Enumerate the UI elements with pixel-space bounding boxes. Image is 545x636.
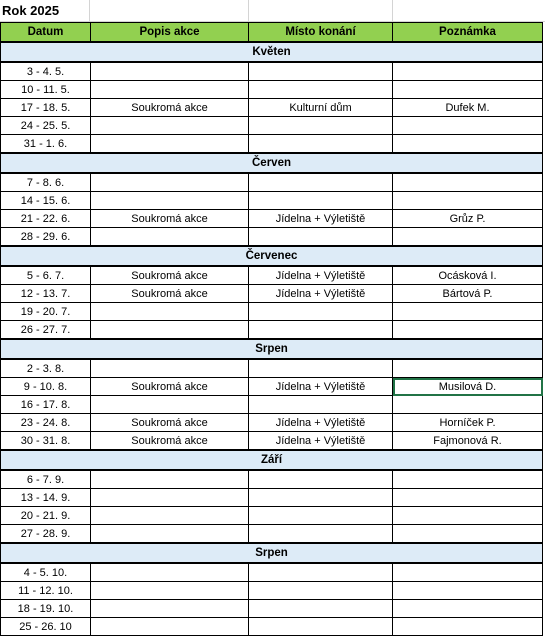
description-cell[interactable]: Soukromá akce [91, 378, 249, 396]
empty-title-cells[interactable] [90, 0, 545, 22]
place-cell[interactable] [249, 396, 393, 414]
place-cell[interactable] [249, 228, 393, 247]
note-cell[interactable] [393, 303, 543, 321]
note-cell[interactable] [393, 489, 543, 507]
note-cell[interactable] [393, 359, 543, 378]
header-note[interactable]: Poznámka [393, 23, 543, 43]
description-cell[interactable] [91, 173, 249, 192]
events-table [0, 22, 543, 636]
description-cell[interactable] [91, 396, 249, 414]
place-cell[interactable] [249, 470, 393, 489]
note-cell[interactable] [393, 507, 543, 525]
description-cell[interactable] [91, 81, 249, 99]
note-cell[interactable] [393, 321, 543, 340]
table-row [1, 396, 543, 414]
place-cell[interactable] [249, 81, 393, 99]
place-cell[interactable]: Jídelna + Výletiště [249, 285, 393, 303]
description-cell[interactable] [91, 489, 249, 507]
description-cell[interactable]: Soukromá akce [91, 99, 249, 117]
place-cell[interactable] [249, 525, 393, 544]
table-row [1, 135, 543, 154]
table-row [1, 117, 543, 135]
table-row [1, 321, 543, 340]
table-row [1, 81, 543, 99]
description-cell[interactable]: Soukromá akce [91, 432, 249, 451]
place-cell[interactable] [249, 303, 393, 321]
note-cell[interactable]: Dufek M. [393, 99, 543, 117]
description-cell[interactable] [91, 192, 249, 210]
description-cell[interactable]: Soukromá akce [91, 266, 249, 285]
table-row [1, 582, 543, 600]
note-cell[interactable] [393, 563, 543, 582]
date-cell[interactable]: 2 - 3. 8. [1, 359, 91, 378]
place-cell[interactable]: Jídelna + Výletiště [249, 432, 393, 451]
place-cell[interactable]: Jídelna + Výletiště [249, 378, 393, 396]
description-cell[interactable] [91, 525, 249, 544]
description-cell[interactable] [91, 618, 249, 636]
month-header-cell[interactable]: Červen [1, 153, 543, 173]
description-cell[interactable] [91, 321, 249, 340]
note-cell[interactable] [393, 81, 543, 99]
place-cell[interactable] [249, 359, 393, 378]
month-row [1, 339, 543, 359]
note-cell[interactable]: Ocásková I. [393, 266, 543, 285]
month-row [1, 246, 543, 266]
date-cell[interactable]: 13 - 14. 9. [1, 489, 91, 507]
description-cell[interactable]: Soukromá akce [91, 210, 249, 228]
date-cell[interactable]: 20 - 21. 9. [1, 507, 91, 525]
date-cell[interactable]: 16 - 17. 8. [1, 396, 91, 414]
month-header-cell[interactable]: Září [1, 450, 543, 470]
date-cell[interactable]: 12 - 13. 7. [1, 285, 91, 303]
title-row [0, 0, 545, 22]
place-cell[interactable] [249, 618, 393, 636]
date-cell[interactable]: 25 - 26. 10 [1, 618, 91, 636]
place-cell[interactable] [249, 62, 393, 81]
table-row [1, 266, 543, 285]
note-cell[interactable] [393, 470, 543, 489]
date-cell[interactable]: 5 - 6. 7. [1, 266, 91, 285]
description-cell[interactable] [91, 62, 249, 81]
place-cell[interactable] [249, 173, 393, 192]
place-cell[interactable] [249, 117, 393, 135]
place-cell[interactable] [249, 600, 393, 618]
description-cell[interactable] [91, 135, 249, 154]
description-cell[interactable] [91, 359, 249, 378]
description-cell[interactable] [91, 600, 249, 618]
note-cell[interactable]: Bártová P. [393, 285, 543, 303]
month-row [1, 543, 543, 563]
month-row [1, 450, 543, 470]
month-row [1, 153, 543, 173]
date-cell[interactable]: 24 - 25. 5. [1, 117, 91, 135]
date-cell[interactable]: 17 - 18. 5. [1, 99, 91, 117]
note-cell[interactable] [393, 192, 543, 210]
month-header-cell[interactable]: Srpen [1, 543, 543, 563]
description-cell[interactable] [91, 228, 249, 247]
table-row [1, 192, 543, 210]
note-cell[interactable] [393, 173, 543, 192]
gridline [392, 0, 393, 22]
header-description[interactable]: Popis akce [91, 23, 249, 43]
month-header-cell[interactable]: Květen [1, 42, 543, 62]
table-row [1, 600, 543, 618]
table-row [1, 303, 543, 321]
table-row [1, 285, 543, 303]
description-cell[interactable] [91, 303, 249, 321]
place-cell[interactable] [249, 321, 393, 340]
description-cell[interactable]: Soukromá akce [91, 414, 249, 432]
description-cell[interactable] [91, 507, 249, 525]
table-row [1, 507, 543, 525]
date-cell[interactable]: 18 - 19. 10. [1, 600, 91, 618]
description-cell[interactable] [91, 470, 249, 489]
date-cell[interactable]: 28 - 29. 6. [1, 228, 91, 247]
date-cell[interactable]: 10 - 11. 5. [1, 81, 91, 99]
table-row [1, 173, 543, 192]
place-cell[interactable]: Jídelna + Výletiště [249, 414, 393, 432]
place-cell[interactable]: Jídelna + Výletiště [249, 210, 393, 228]
date-cell[interactable]: 6 - 7. 9. [1, 470, 91, 489]
header-place[interactable]: Místo konání [249, 23, 393, 43]
header-date[interactable]: Datum [1, 23, 91, 43]
date-cell[interactable]: 4 - 5. 10. [1, 563, 91, 582]
table-row [1, 432, 543, 451]
note-cell[interactable]: Grůz P. [393, 210, 543, 228]
table-row [1, 378, 543, 396]
date-cell[interactable]: 21 - 22. 6. [1, 210, 91, 228]
note-cell[interactable] [393, 600, 543, 618]
table-row [1, 525, 543, 544]
month-header-cell[interactable]: Srpen [1, 339, 543, 359]
date-cell[interactable]: 14 - 15. 6. [1, 192, 91, 210]
note-cell[interactable] [393, 396, 543, 414]
note-cell[interactable] [393, 582, 543, 600]
table-row [1, 470, 543, 489]
place-cell[interactable] [249, 489, 393, 507]
note-cell[interactable]: Musilová D. [393, 378, 543, 396]
description-cell[interactable]: Soukromá akce [91, 285, 249, 303]
place-cell[interactable] [249, 507, 393, 525]
sheet-title-cell[interactable]: Rok 2025 [0, 0, 90, 22]
place-cell[interactable] [249, 192, 393, 210]
note-cell[interactable] [393, 117, 543, 135]
place-cell[interactable]: Kulturní dům [249, 99, 393, 117]
table-row [1, 618, 543, 636]
date-cell[interactable]: 31 - 1. 6. [1, 135, 91, 154]
note-cell[interactable]: Horníček P. [393, 414, 543, 432]
description-cell[interactable] [91, 563, 249, 582]
description-cell[interactable] [91, 117, 249, 135]
note-cell[interactable] [393, 618, 543, 636]
date-cell[interactable]: 27 - 28. 9. [1, 525, 91, 544]
description-cell[interactable] [91, 582, 249, 600]
date-cell[interactable]: 19 - 20. 7. [1, 303, 91, 321]
date-cell[interactable]: 11 - 12. 10. [1, 582, 91, 600]
month-row [1, 42, 543, 62]
table-row [1, 99, 543, 117]
table-row [1, 489, 543, 507]
date-cell[interactable]: 9 - 10. 8. [1, 378, 91, 396]
note-cell[interactable] [393, 228, 543, 247]
note-cell[interactable] [393, 62, 543, 81]
date-cell[interactable]: 3 - 4. 5. [1, 62, 91, 81]
note-cell[interactable] [393, 525, 543, 544]
date-cell[interactable]: 23 - 24. 8. [1, 414, 91, 432]
date-cell[interactable]: 7 - 8. 6. [1, 173, 91, 192]
place-cell[interactable] [249, 563, 393, 582]
table-row [1, 414, 543, 432]
place-cell[interactable] [249, 582, 393, 600]
note-cell[interactable] [393, 135, 543, 154]
table-row [1, 210, 543, 228]
table-row [1, 563, 543, 582]
note-cell[interactable]: Fajmonová R. [393, 432, 543, 451]
date-cell[interactable]: 26 - 27. 7. [1, 321, 91, 340]
header-row [1, 23, 543, 43]
gridline [248, 0, 249, 22]
place-cell[interactable] [249, 135, 393, 154]
table-row [1, 62, 543, 81]
place-cell[interactable]: Jídelna + Výletiště [249, 266, 393, 285]
table-row [1, 228, 543, 247]
month-header-cell[interactable]: Červenec [1, 246, 543, 266]
date-cell[interactable]: 30 - 31. 8. [1, 432, 91, 451]
table-body [1, 42, 543, 636]
table-row [1, 359, 543, 378]
